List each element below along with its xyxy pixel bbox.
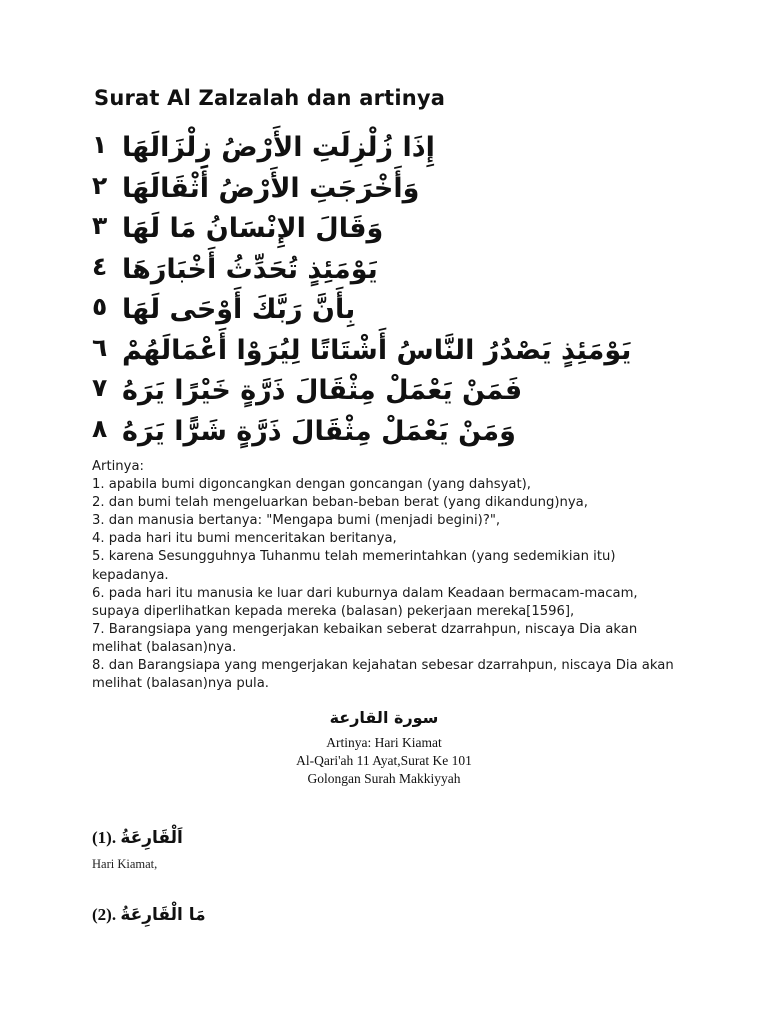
verse-line [92,128,552,169]
translation-line: 5. karena Sesungguhnya Tuhanmu telah memerintahkan (yang sedemikian itu) kepadanya. [92,549,616,583]
verse-line [92,412,552,453]
verse-arabic-text: وَمَنْ يَعْمَلْ مِثْقَالَ ذَرَّةٍ شَرًّا يَرَهُ [122,415,516,447]
translation-line: 1. apabila bumi digoncangkan dengan goncangan (yang dahsyat), [92,477,531,493]
verse-arabic-text: يَوْمَئِذٍ يَصْدُرُ النَّاسُ أَشْتَاتًا لِيُرَوْا أَعْمَالَهُمْ [122,334,632,366]
verse-line [92,371,552,412]
translation-block [92,458,682,693]
ayah-heading [92,905,206,925]
verse-number: ٨ [92,413,108,443]
verse-arabic-text: وَأَخْرَجَتِ الأَرْضُ أَثْقَالَهَا [122,172,420,204]
verse-arabic-text: بِأَنَّ رَبَّكَ أَوْحَى لَهَا [122,294,356,325]
verse-number: ٢ [92,170,108,200]
verse-line [92,290,552,331]
verse-number: ٥ [92,292,108,321]
verse-number: ٣ [92,211,108,240]
translation-line: 8. dan Barangsiapa yang mengerjakan kejahatan sebesar dzarrahpun, niscaya Dia akan melihat (balasan)nya pula. [92,658,674,692]
translation-line: 4. pada hari itu bumi menceritakan beritanya, [92,531,397,547]
verse-number: ١ [92,130,108,159]
verse-number: ٧ [92,373,108,402]
translation-line: 7. Barangsiapa yang mengerjakan kebaikan seberat dzarrahpun, niscaya Dia akan melihat (balasan)nya. [92,621,638,655]
translation-heading: Artinya: [92,459,144,474]
ayah-label: (1). [92,828,117,847]
ayah-label: (2). [92,905,117,924]
surah-info-line: Golongan Surah Makkiyyah [307,771,461,786]
verse-arabic-text: فَمَنْ يَعْمَلْ مِثْقَالَ ذَرَّةٍ خَيْرًا يَرَهُ [122,375,523,406]
ayah-arabic: مَا الْقَارِعَةُ [120,905,206,925]
verse-line [92,250,552,291]
page-title: Surat Al Zalzalah dan artinya [94,86,446,110]
translation-line: 3. dan manusia bertanya: "Mengapa bumi (menjadi begini)?", [92,513,501,529]
surah-info-line: Artinya: Hari Kiamat [326,735,442,750]
verse-arabic-text: إِذَا زُلْزِلَتِ الأَرْضُ زِلْزَالَهَا [122,132,435,163]
verse-number: ٦ [92,332,108,362]
surah-info-line: Al-Qari'ah 11 Ayat,Surat Ke 101 [296,753,472,768]
surah-name-arabic: سورة القارعة [329,708,439,727]
verse-line [92,169,552,210]
translation-line: 6. pada hari itu manusia ke luar dari kuburnya dalam Keadaan bermacam-macam, supaya diperlihatkan kepada mereka (balasan) pekerjaan mereka[1596], [92,585,638,619]
ayah-arabic: اَلْقَارِعَةُ [120,828,183,848]
verse-line [92,331,632,372]
verse-arabic-text: يَوْمَئِذٍ تُحَدِّثُ أَخْبَارَهَا [122,253,378,285]
surah-info-block [0,706,768,788]
translation-line: 2. dan bumi telah mengeluarkan beban-beban berat (yang dikandung)nya, [92,495,588,511]
verse-number: ٤ [92,251,108,281]
ayah-meaning: Hari Kiamat, [92,857,158,871]
ayah-heading [92,828,183,848]
verse-line [92,209,552,250]
verse-list [92,128,632,452]
verse-arabic-text: وَقَالَ الإِنْسَانُ مَا لَهَا [122,213,384,244]
